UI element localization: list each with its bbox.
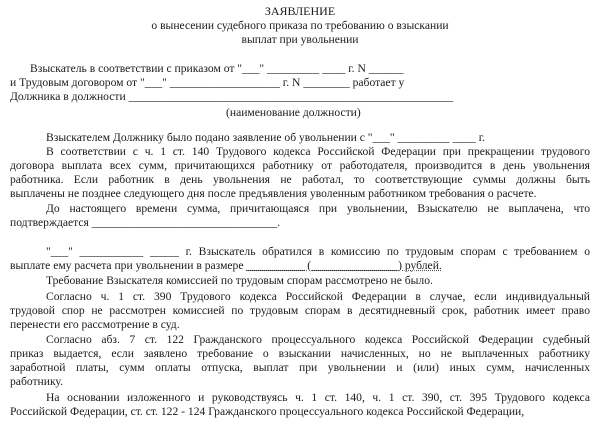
commission-appeal-line-2 xyxy=(10,259,442,273)
commission-not-reviewed-line: Требование Взыскателя комиссией по трудовым спорам рассмотрено не было. xyxy=(46,274,433,287)
commission-appeal-line-1: "___" ___________ _____ г. Взыскатель обратился в комиссию по трудовым спорам с требованием о xyxy=(46,245,590,258)
article-140-line-4: выплачены не позднее следующего дня после предъявления уволенным работником требования о расчете. xyxy=(10,187,537,200)
article-390-line-3: перенести его рассмотрение в суд. xyxy=(10,318,180,331)
debtor-position-line: Должника в должности ________________________________________________________ xyxy=(10,90,454,103)
labor-contract-line: и Трудовым договором от "___" ___________________ г. N ________ работает у xyxy=(10,76,405,89)
article-122-line-2: приказ выдается, если заявлено требование о взыскании начисленных, но не выплаченных работнику xyxy=(10,347,590,360)
document-title: ЗАЯВЛЕНИЕ xyxy=(264,4,336,18)
not-paid-line-1: До настоящего времени сумма, причитающаяся при увольнении, Взыскателю не выплачена, что xyxy=(46,202,590,215)
payment-amount-field: __________ (_______________) рублей. xyxy=(246,259,442,272)
article-122-line-4: работнику. xyxy=(10,375,63,388)
document-subtitle-line-2: выплат при увольнении xyxy=(241,33,359,46)
article-122-line-1: Согласно абз. 7 ст. 122 Гражданского процессуального кодекса Российской Федерации судебный xyxy=(46,333,590,346)
basis-line-1: На основании изложенного и руководствуясь ч. 1 ст. 140, ч. 1 ст. 390, ст. 395 Трудового кодекса xyxy=(46,391,590,404)
article-390-line-1: Согласно ч. 1 ст. 390 Трудового кодекса Российской Федерации в случае, если индивидуальный xyxy=(46,290,590,303)
basis-line-2: Российской Федерации, ст. ст. 122 - 124 Гражданского процессуального кодекса Российской Федерации, xyxy=(10,405,525,418)
payment-amount-text: выплате ему расчета при увольнении в размере xyxy=(10,259,244,272)
document-subtitle-line-1: о вынесении судебного приказа по требованию о взыскании xyxy=(151,19,449,32)
article-122-line-3: заработной платы, сумм оплаты отпуска, выплат при увольнении и (или) иных сумм, начисленных xyxy=(10,361,590,374)
not-paid-line-2: подтверждается ________________________________. xyxy=(10,216,281,229)
article-390-line-2: трудовой спор не рассмотрен комиссией по трудовым спорам в десятидневный срок, работник имеет право xyxy=(10,304,590,317)
article-140-line-2: договора выплата всех сумм, причитающихся работнику от работодателя, производится в день увольнения xyxy=(10,159,590,172)
claimant-order-line: Взыскатель в соответствии с приказом от "___" _________ ____ г. N ______ xyxy=(30,62,404,75)
article-140-line-1: В соответствии с ч. 1 ст. 140 Трудового кодекса Российской Федерации при прекращении трудового xyxy=(46,145,590,158)
resignation-request-line: Взыскателем Должнику было подано заявление об увольнении с "___" _________ ____ г. xyxy=(46,131,486,144)
article-140-line-3: работника. Если работник в день увольнения не работал, то соответствующие суммы должны быть xyxy=(10,173,590,186)
position-caption: (наименование должности) xyxy=(226,106,361,119)
